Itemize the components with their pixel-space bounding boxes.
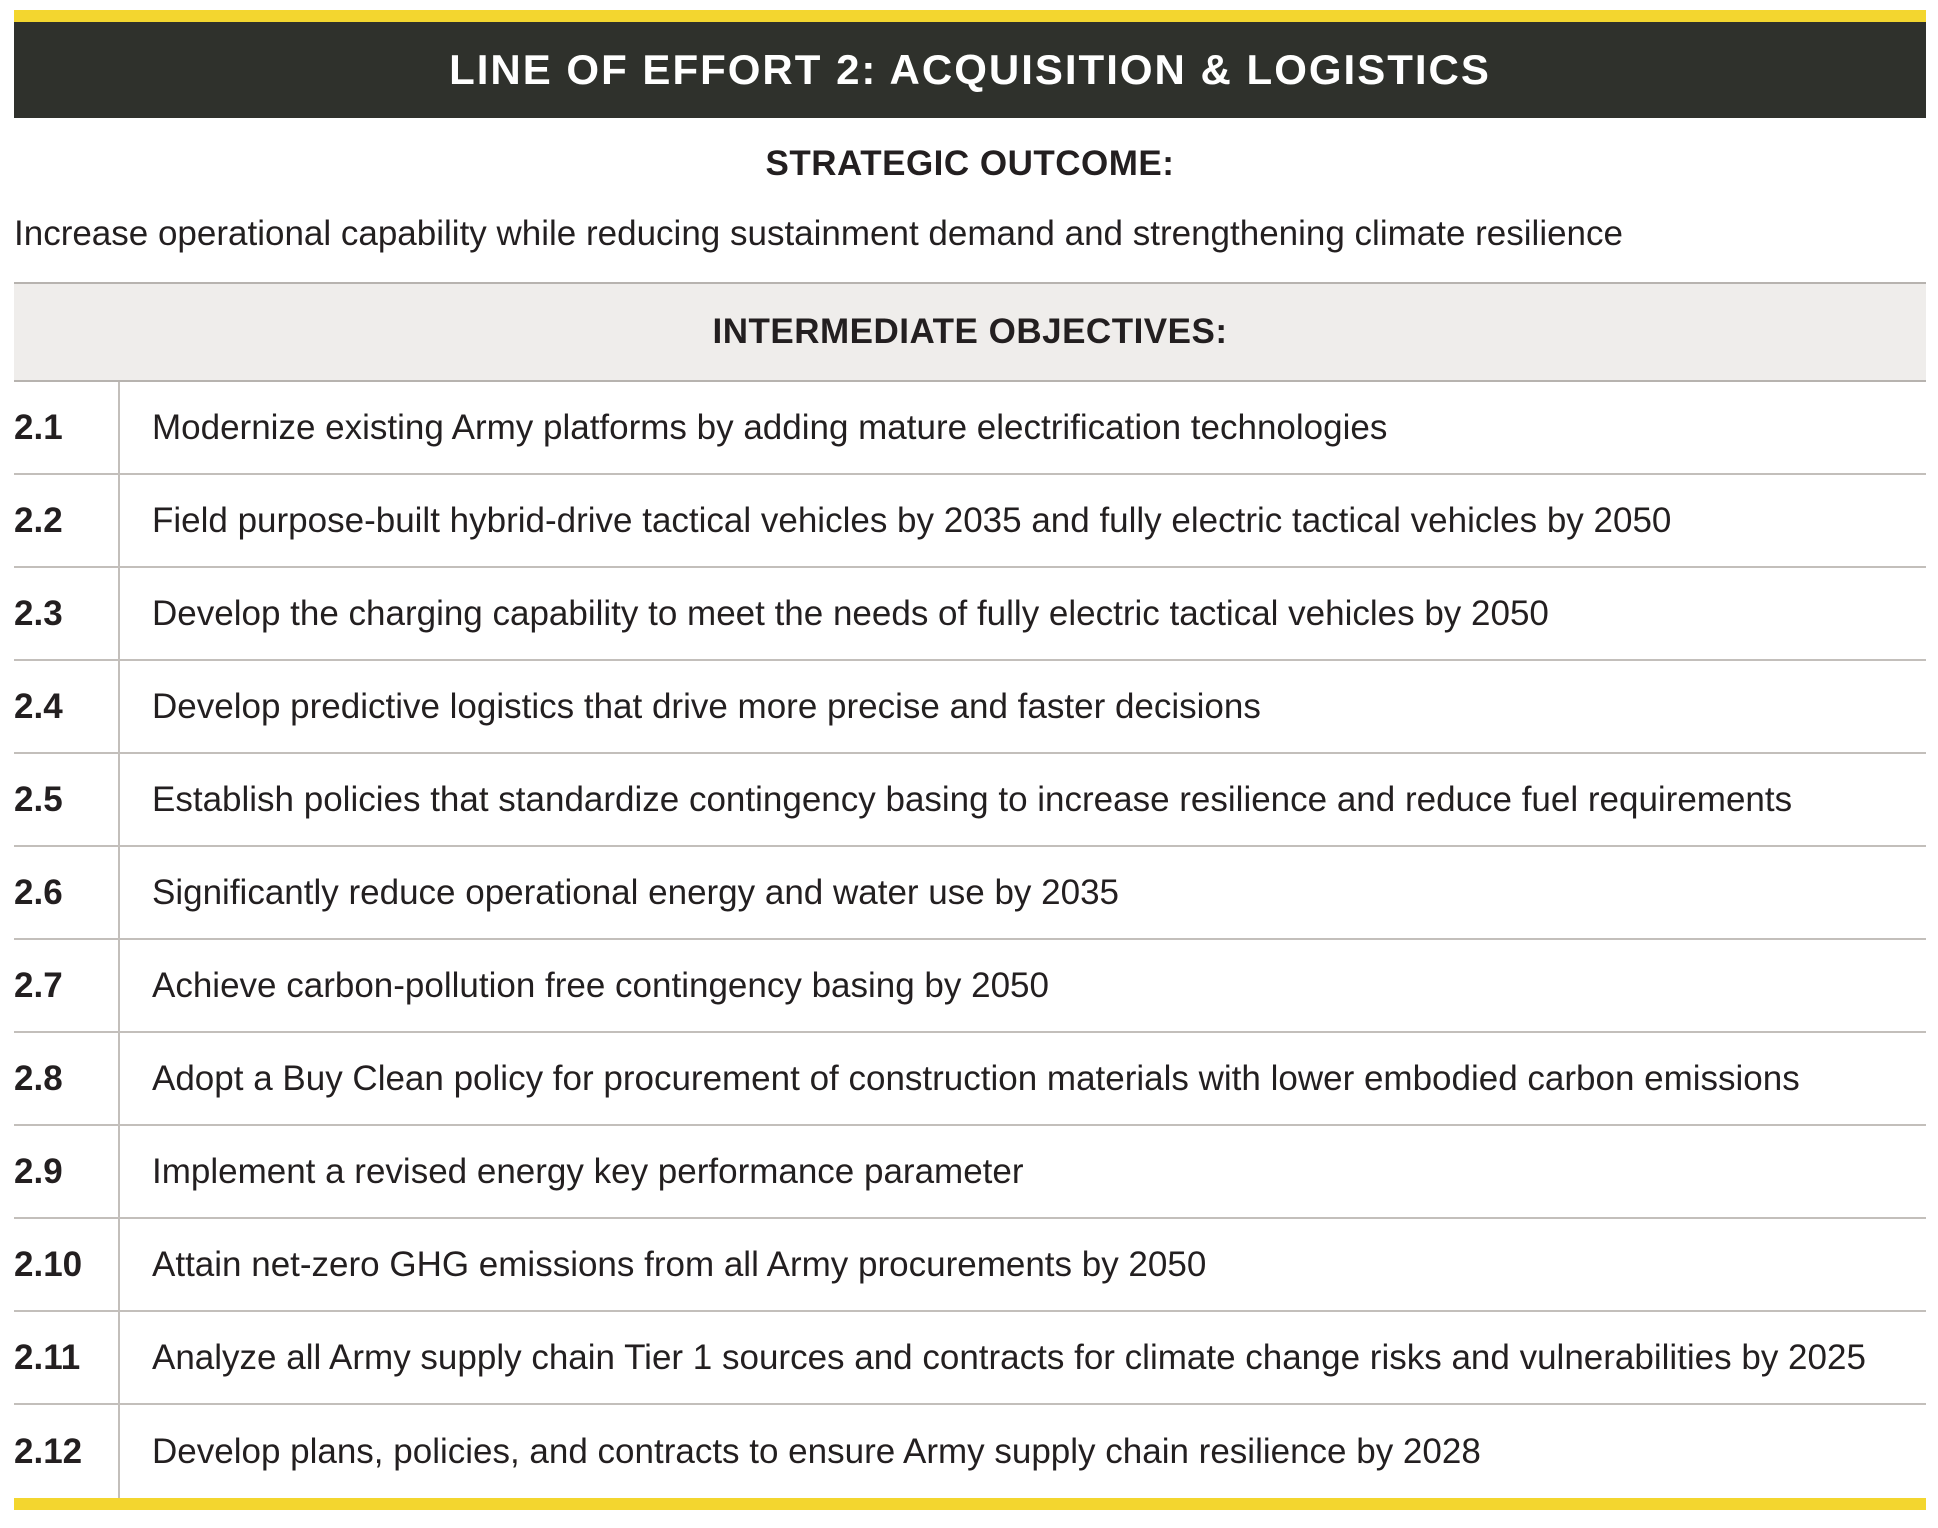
table-row	[14, 1405, 1926, 1498]
objective-number: 2.5	[14, 754, 120, 845]
objective-text: Field purpose-built hybrid-drive tactical vehicles by 2035 and fully electric tactical vehicles by 2050	[152, 500, 1672, 540]
objective-text: Attain net-zero GHG emissions from all Army procurements by 2050	[152, 1244, 1207, 1284]
bottom-accent-rule	[14, 1498, 1926, 1510]
objective-number: 2.9	[14, 1126, 120, 1217]
table-row	[14, 847, 1926, 940]
objective-text: Modernize existing Army platforms by adding mature electrification technologies	[152, 407, 1388, 447]
table-row	[14, 382, 1926, 475]
objective-number: 2.4	[14, 661, 120, 752]
objective-text: Adopt a Buy Clean policy for procurement of construction materials with lower embodied carbon emissions	[152, 1058, 1800, 1098]
table-row	[14, 1126, 1926, 1219]
objectives-table	[14, 382, 1926, 1498]
objective-number: 2.12	[14, 1405, 120, 1498]
table-row	[14, 475, 1926, 568]
objective-text: Implement a revised energy key performance parameter	[152, 1151, 1024, 1191]
objective-number: 2.1	[14, 382, 120, 473]
table-row	[14, 661, 1926, 754]
table-row	[14, 1219, 1926, 1312]
objective-number: 2.10	[14, 1219, 120, 1310]
objective-number: 2.11	[14, 1312, 120, 1403]
table-row	[14, 568, 1926, 661]
table-row	[14, 1033, 1926, 1126]
objective-text: Significantly reduce operational energy and water use by 2035	[152, 872, 1120, 912]
strategic-outcome-text: Increase operational capability while reducing sustainment demand and strengthening climate resilience	[14, 214, 1623, 253]
objective-text: Develop the charging capability to meet the needs of fully electric tactical vehicles by 2050	[152, 593, 1549, 633]
table-row	[14, 754, 1926, 847]
objective-text: Establish policies that standardize contingency basing to increase resilience and reduce fuel requirements	[152, 779, 1793, 819]
objective-number: 2.7	[14, 940, 120, 1031]
intermediate-objectives-heading: INTERMEDIATE OBJECTIVES:	[14, 282, 1926, 382]
objective-number: 2.3	[14, 568, 120, 659]
page-title: LINE OF EFFORT 2: ACQUISITION & LOGISTICS	[14, 22, 1926, 118]
objective-text: Develop predictive logistics that drive more precise and faster decisions	[152, 686, 1261, 726]
objective-text: Achieve carbon-pollution free contingency basing by 2050	[152, 965, 1049, 1005]
objective-number: 2.6	[14, 847, 120, 938]
line-of-effort-panel	[14, 10, 1926, 1510]
strategic-outcome-heading: STRATEGIC OUTCOME:	[765, 144, 1175, 183]
objective-text: Develop plans, policies, and contracts to ensure Army supply chain resilience by 2028	[152, 1431, 1481, 1471]
objective-number: 2.2	[14, 475, 120, 566]
table-row	[14, 1312, 1926, 1405]
objective-text: Analyze all Army supply chain Tier 1 sources and contracts for climate change risks and vulnerabilities by 2025	[152, 1337, 1866, 1377]
table-row	[14, 940, 1926, 1033]
top-accent-rule	[14, 10, 1926, 22]
objective-number: 2.8	[14, 1033, 120, 1124]
